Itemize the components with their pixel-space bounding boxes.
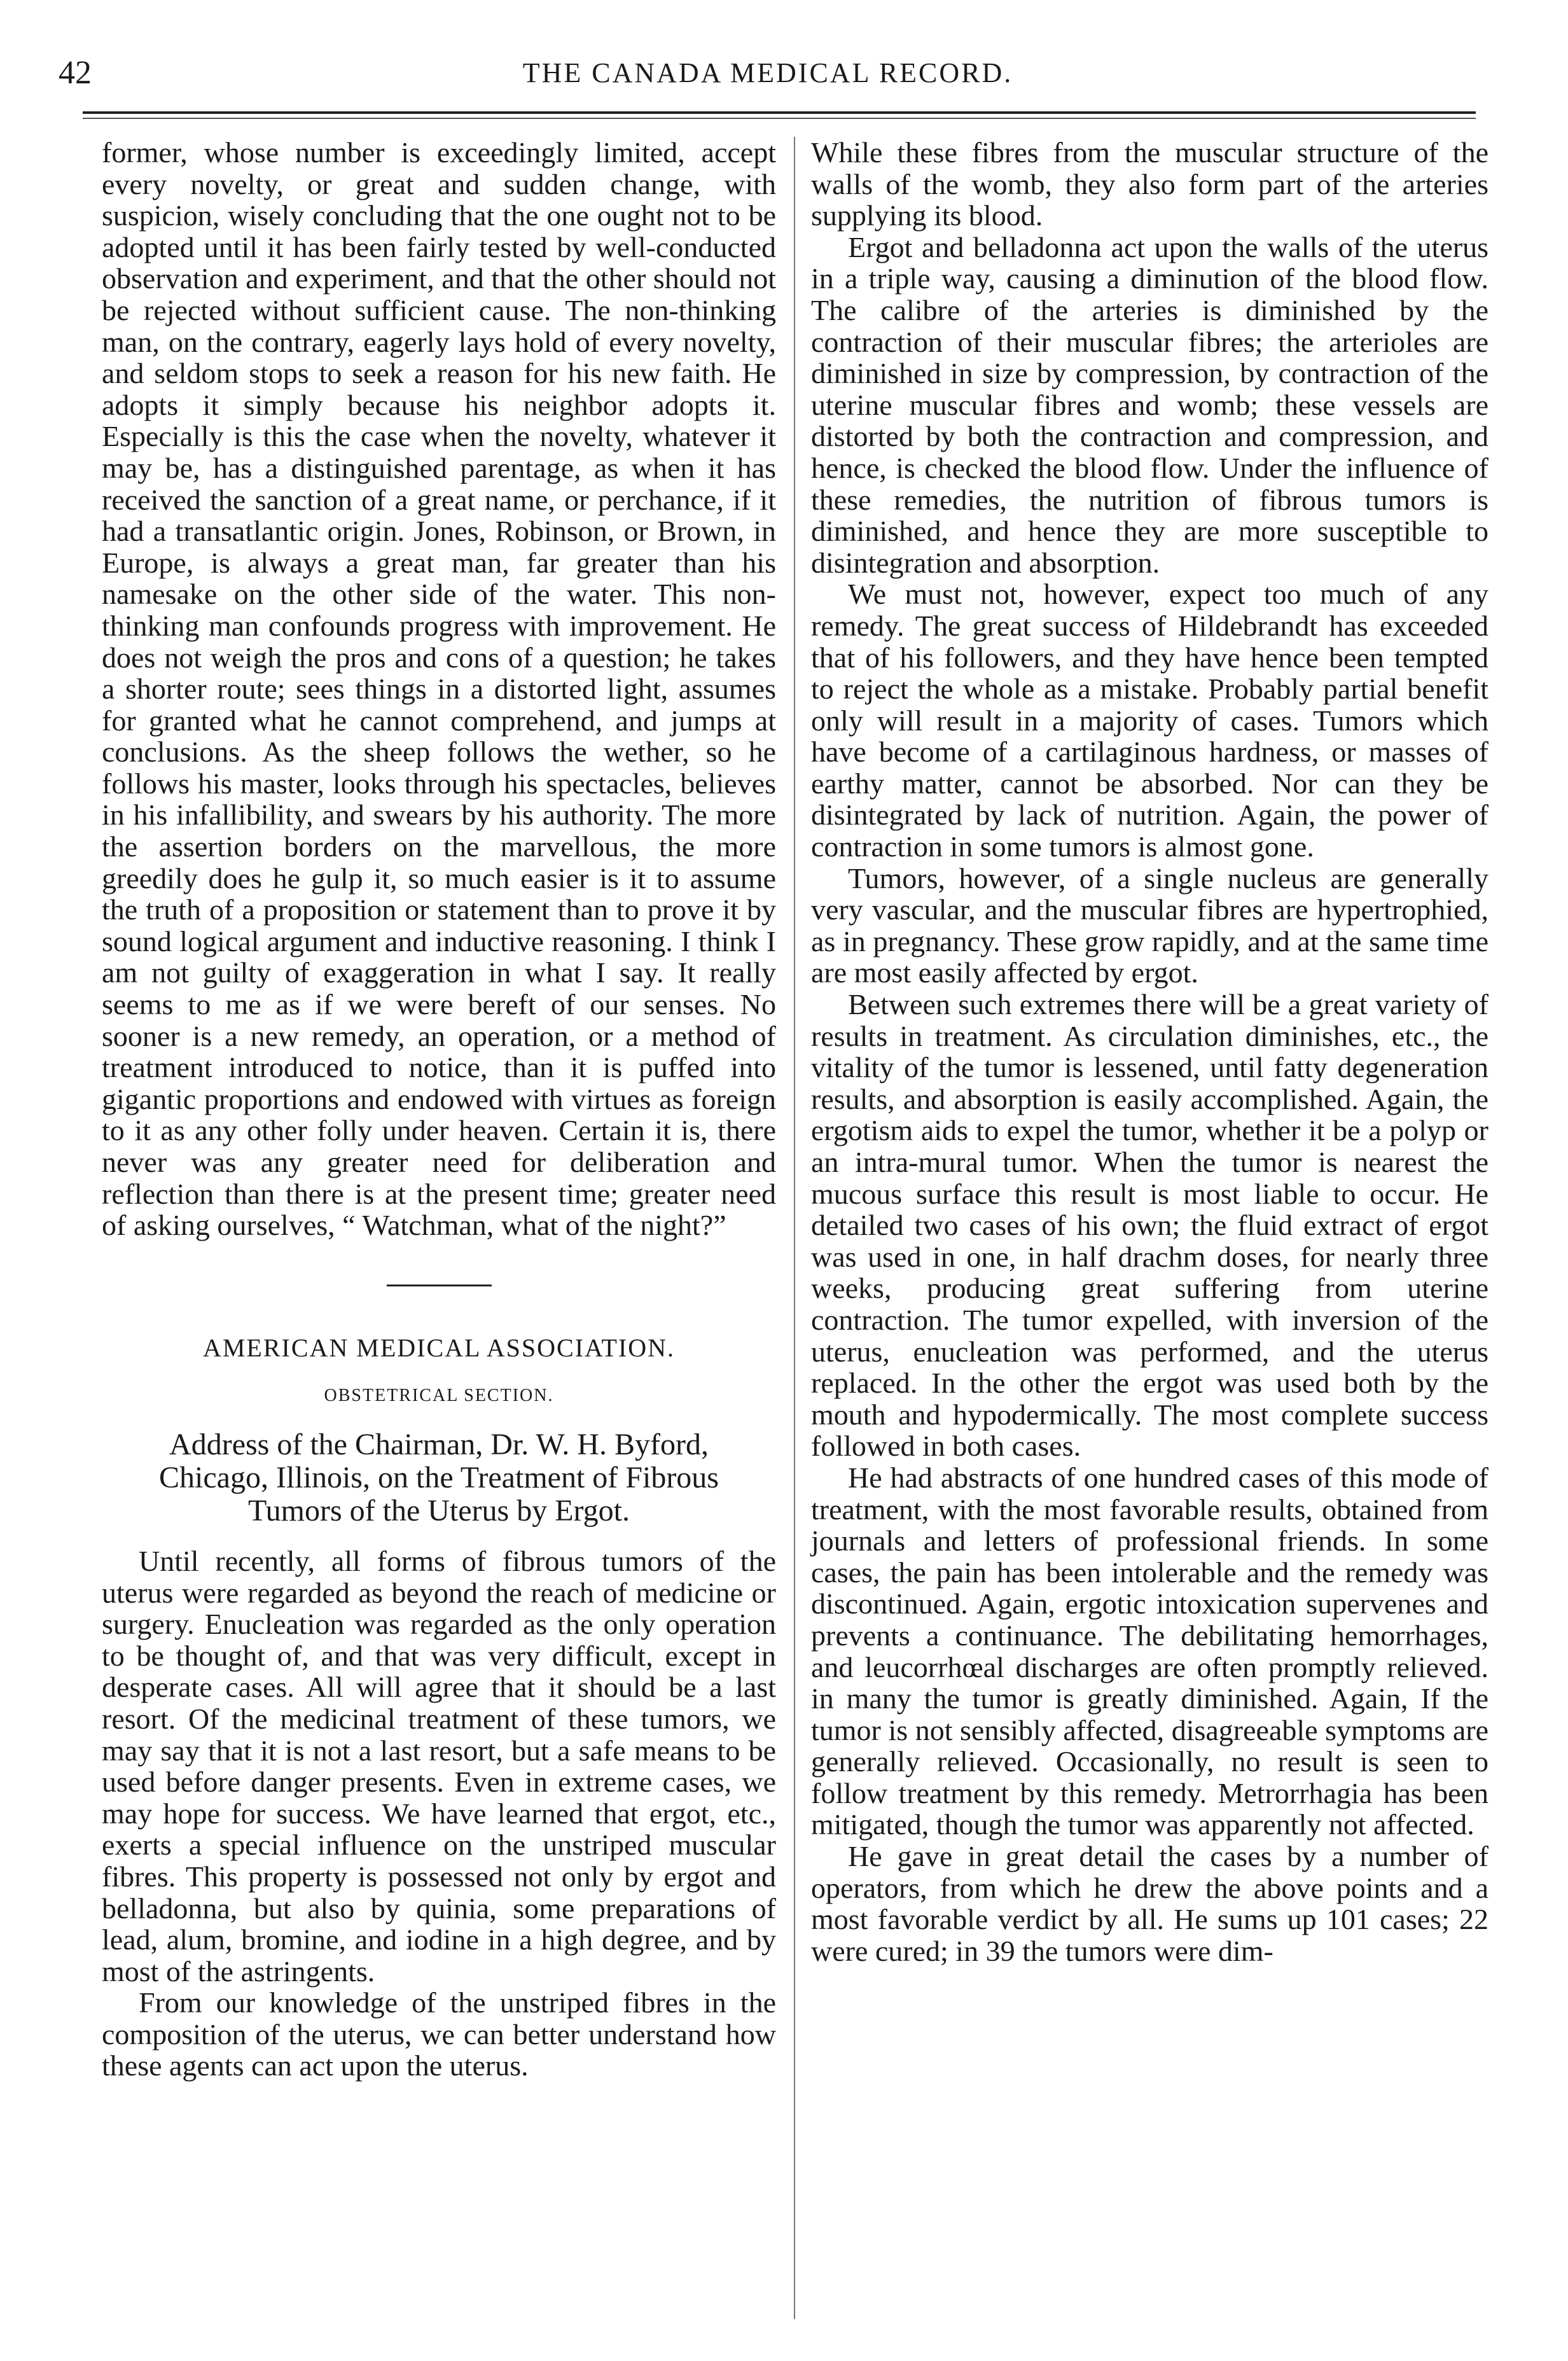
running-head: THE CANADA MEDICAL RECORD. (522, 57, 1013, 88)
paragraph: Between such extremes there will be a great variety of results in treatment. As circulation diminishes, etc., the vitality of the tumor is lessened, until fatty degeneration results, and absorption is easily accomplished. Again, the ergotism aids to expel the tumor, whether it be a polyp or an intra-mural tumor. When the tumor is nearest the mucous surface this result is most liable to occur. He detailed two cases of his own; the fluid extract of ergot was used in one, in half drachm doses, for nearly three weeks, producing great suffering from uterine contraction. The tumor expelled, with inversion of the uterus, enucleation was performed, and the uterus replaced. In the other the ergot was used both by the mouth and hypodermically. The most complete success followed in both cases. (811, 988, 1488, 1463)
sub-heading: OBSTETRICAL SECTION. (324, 1386, 554, 1406)
section-divider (387, 1285, 492, 1286)
paragraph: former, whose number is exceedingly limited, accept every novelty, or great and sudden change, with suspicion, wisely concluding that the one ought not to be adopted until it has been fairly tested by well-conducted observation and experiment, and that the other should not be rejected without sufficient cause. The non-thinking man, on the contrary, eagerly lays hold of every novelty, and seldom stops to seek a reason for his new faith. He adopts it simply because his neighbor adopts it. Especially is this the case when the novelty, whatever it may be, has a distinguished parentage, as when it has received the sanction of a great name, or perchance, if it had a transatlantic origin. Jones, Robinson, or Brown, in Europe, is always a great man, far greater than his namesake on the other side of the water. This non-thinking man confounds progress with improvement. He does not weigh the pros and cons of a question; he takes a shorter route; sees things in a distorted light, assumes for granted what he cannot comprehend, and jumps at conclusions. As the sheep follows the wether, so he follows his master, looks through his spectacles, believes in his infallibility, and swears by his authority. The more the assertion borders on the marvellous, the more greedily does he gulp it, so much easier is it to assume the truth of a proposition or statement than to prove it by sound logical argument and inductive reasoning. I think I am not guilty of exaggeration in what I say. It really seems to me as if we were bereft of our senses. No sooner is a new remedy, an operation, or a method of treatment introduced to notice, than it is puffed into gigantic proportions and endowed with virtues as foreign to it as any other folly under heaven. Certain it is, there never was any greater need for deliberation and reflection than there is at the present time; greater need of asking ourselves, “ Watchman, what of the night?” (102, 136, 776, 1242)
paragraph: From our knowledge of the unstriped fibres in the composition of the uterus, we can better understand how these agents can act upon the uterus. (102, 1986, 776, 2082)
article-title: Address of the Chairman, Dr. W. H. Byford, Chicago, Illinois, on the Treatment of Fibrous Tumors of the Uterus by Ergot. (159, 1427, 719, 1528)
header-rule (83, 111, 1476, 114)
paragraph: While these fibres from the muscular structure of the walls of the womb, they also form part of the arteries supplying its blood. (811, 136, 1488, 232)
page-header (59, 54, 1477, 99)
paragraph: Tumors, however, of a single nucleus are generally very vascular, and the muscular fibres are hypertrophied, as in pregnancy. These grow rapidly, and at the same time are most easily affected by ergot. (811, 861, 1488, 989)
left-column (102, 137, 776, 2082)
paragraph: We must not, however, expect too much of any remedy. The great success of Hildebrandt has exceeded that of his followers, and they have hence been tempted to reject the whole as a mistake. Probably partial benefit only will result in a majority of cases. Tumors which have become of a cartilaginous hardness, or masses of earthy matter, cannot be absorbed. Nor can they be disintegrated by lack of nutrition. Again, the power of contraction in some tumors is almost gone. (811, 578, 1488, 863)
column-divider (794, 137, 795, 2319)
header-rule-thin (83, 118, 1476, 119)
right-column (811, 137, 1488, 1967)
paragraph: Until recently, all forms of fibrous tumors of the uterus were regarded as beyond the reach of medicine or surgery. Enucleation was regarded as the only operation to be thought of, and that was very difficult, except in desperate cases. All will agree that it should be a last resort. Of the medicinal treatment of these tumors, we may say that it is not a last resort, but a safe means to be used before danger presents. Even in extreme cases, we may hope for success. We have learned that ergot, etc., exerts a special influence on the unstriped muscular fibres. This property is possessed not only by ergot and belladonna, but also by quinia, some preparations of lead, alum, bromine, and iodine in a high degree, and by most of the astringents. (102, 1544, 776, 1988)
paragraph: He had abstracts of one hundred cases of this mode of treatment, with the most favorable results, obtained from journals and letters of professional friends. In some cases, the pain has been intolerable and the remedy was discontinued. Again, ergotic intoxication supervenes and prevents a continuance. The debilitating hemorrhages, and leucorrhœal discharges are often promptly relieved. in many the tumor is greatly diminished. Again, If the tumor is not sensibly affected, disagreeable symptoms are generally relieved. Occasionally, no result is seen to follow treatment by this remedy. Metrorrhagia has been mitigated, though the tumor was apparently not affected. (811, 1461, 1488, 1841)
paragraph: He gave in great detail the cases by a number of operators, from which he drew the above points and a most favorable verdict by all. He sums up 101 cases; 22 were cured; in 39 the tumors were dim- (811, 1840, 1488, 1967)
paragraph: Ergot and belladonna act upon the walls of the uterus in a triple way, causing a diminution of the blood flow. The calibre of the arteries is diminished by the contraction of their muscular fibres; the arterioles are diminished in size by compression, by contraction of the uterine muscular fibres and womb; these vessels are distorted by both the contraction and compression, and hence, is checked the blood flow. Under the influence of these remedies, the nutrition of fibrous tumors is diminished, and hence they are more susceptible to disintegration and absorption. (811, 230, 1488, 579)
section-heading: AMERICAN MEDICAL ASSOCIATION. (202, 1333, 676, 1362)
page-number: 42 (59, 55, 92, 91)
